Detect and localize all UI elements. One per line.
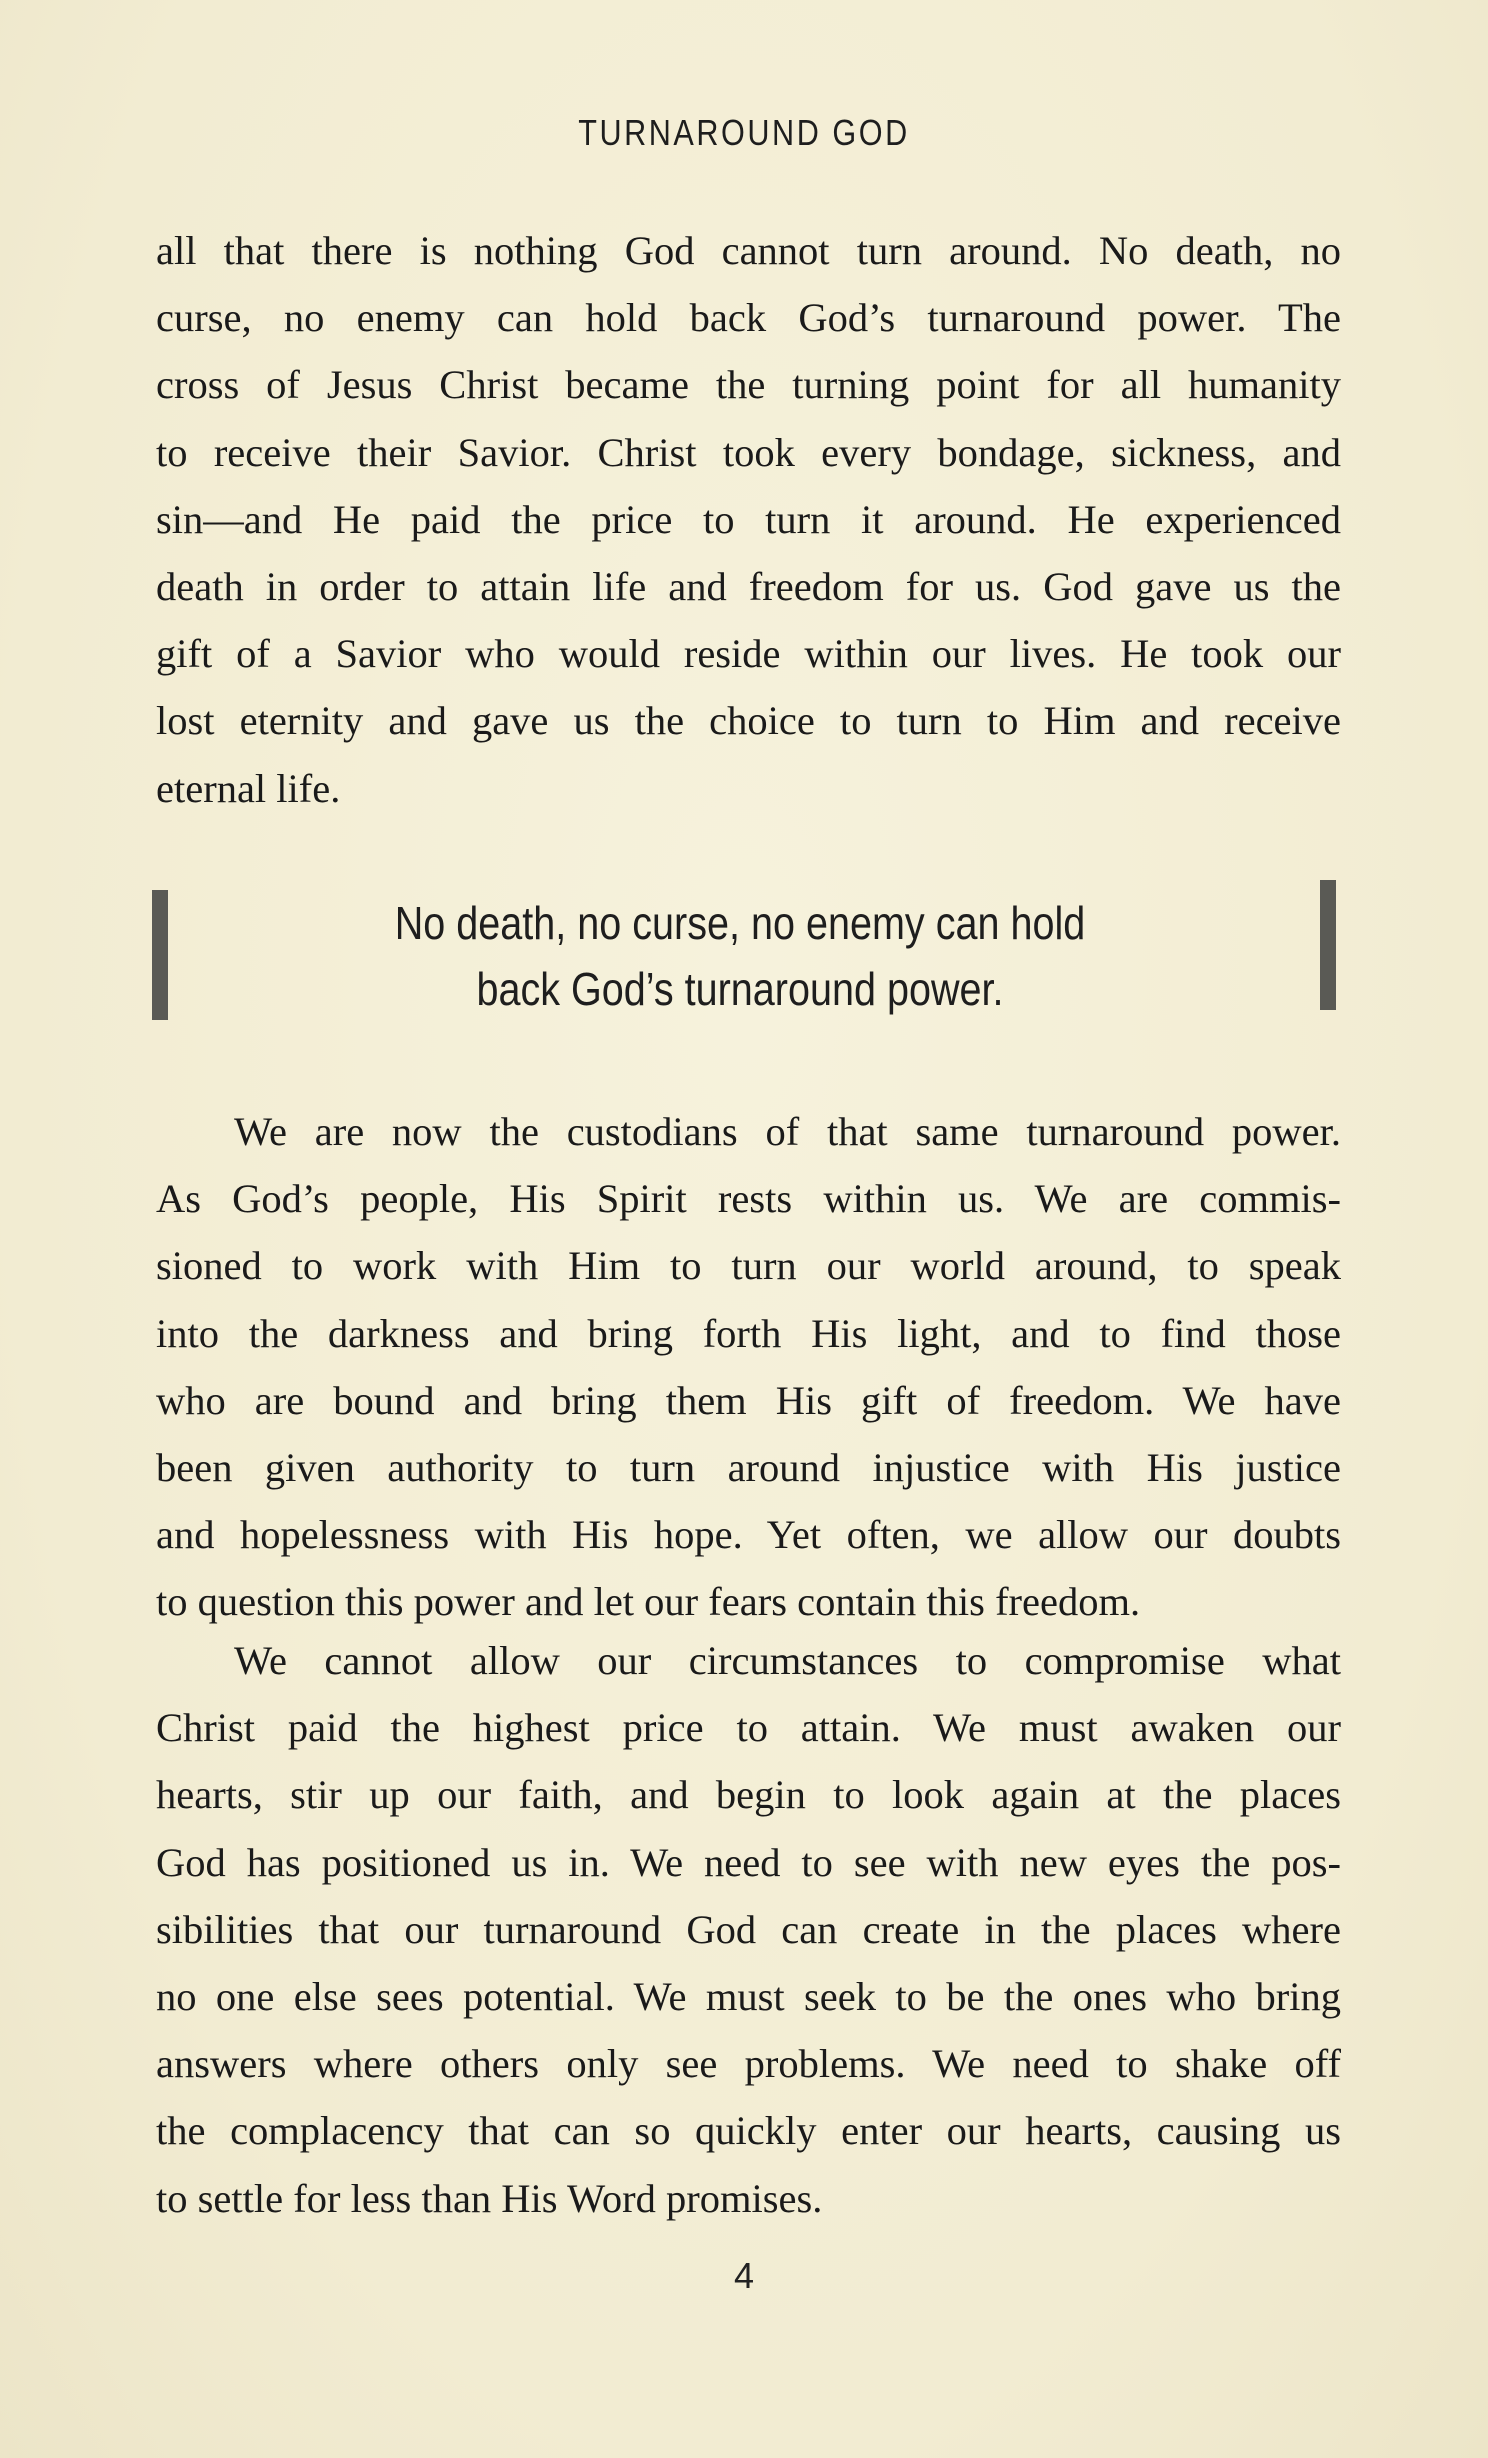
pull-quote-line: No death, no curse, no enemy can hold [394, 897, 1086, 949]
text-line: Christ paid the highest price to attain. We must awaken our [156, 1705, 1341, 1751]
text-line: into the darkness and bring forth His light, and to find those [156, 1310, 1341, 1356]
text-line: been given authority to turn around injustice with His justice [156, 1445, 1341, 1491]
pull-quote-text [336, 890, 1144, 1022]
text-line: all that there is nothing God cannot turn around. No death, no [156, 228, 1341, 273]
text-line: As God’s people, His Spirit rests within us. We are commis- [156, 1176, 1341, 1222]
text-line: answers where others only see problems. We need to shake off [156, 2041, 1341, 2087]
text-line: no one else sees potential. We must seek to be the ones who bring [156, 1974, 1341, 2020]
running-head: TURNAROUND GOD [578, 112, 910, 153]
text-line: the complacency that can so quickly enter our hearts, causing us [156, 2108, 1341, 2154]
paragraph-3 [156, 1627, 1341, 2232]
page-number: 4 [733, 2255, 755, 2296]
pull-quote-line: back God’s turnaround power. [476, 963, 1004, 1015]
text-line: sin—and He paid the price to turn it around. He experienced [156, 496, 1341, 542]
text-line: who are bound and bring them His gift of freedom. We have [156, 1377, 1341, 1423]
text-line: gift of a Savior who would reside within our lives. He took our [156, 631, 1341, 677]
text-line: lost eternity and gave us the choice to turn to Him and receive [156, 698, 1341, 744]
pull-quote-right-bar [1320, 880, 1336, 1010]
text-line: to question this power and let our fears contain this freedom. [156, 1579, 1141, 1625]
paragraph-2 [156, 1098, 1341, 1636]
text-line: eternal life. [156, 765, 341, 811]
text-line: and hopelessness with His hope. Yet often, we allow our doubts [156, 1512, 1341, 1558]
pull-quote-left-bar [152, 890, 168, 1020]
text-line: curse, no enemy can hold back God’s turnaround power. The [156, 295, 1341, 341]
text-line: sibilities that our turnaround God can create in the places where [156, 1906, 1341, 1952]
text-line: God has positioned us in. We need to see with new eyes the pos- [156, 1839, 1341, 1885]
text-line: sioned to work with Him to turn our world around, to speak [156, 1243, 1341, 1289]
text-line: We are now the custodians of that same turnaround power. [234, 1109, 1341, 1154]
text-line: to settle for less than His Word promises. [156, 2175, 823, 2221]
paragraph-1 [156, 217, 1341, 822]
text-line: We cannot allow our circumstances to compromise what [234, 1638, 1341, 1683]
text-line: death in order to attain life and freedom for us. God gave us the [156, 564, 1341, 610]
text-line: cross of Jesus Christ became the turning point for all humanity [156, 362, 1341, 408]
text-line: to receive their Savior. Christ took every bondage, sickness, and [156, 429, 1341, 475]
pull-quote [0, 876, 1488, 1026]
text-line: hearts, stir up our faith, and begin to look again at the places [156, 1772, 1341, 1818]
